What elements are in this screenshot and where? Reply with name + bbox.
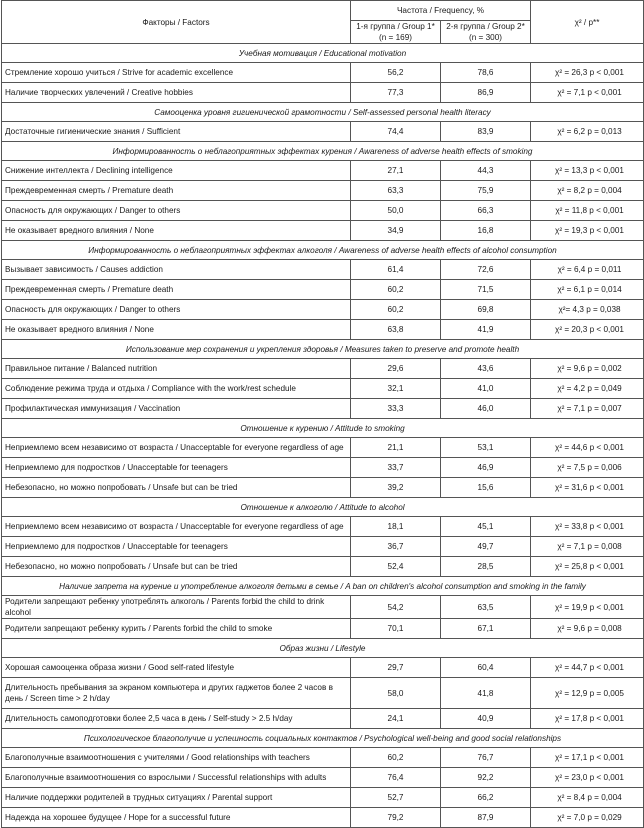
stat-value: χ² = 8,4 p = 0,004 [531, 788, 644, 808]
stat-value: χ² = 25,8 p < 0,001 [531, 557, 644, 577]
group2-value: 45,1 [441, 517, 531, 537]
factor-cell: Снижение интеллекта / Declining intelligence [2, 161, 351, 181]
factor-cell: Не оказывает вредного влияния / None [2, 320, 351, 340]
group2-value: 46,9 [441, 458, 531, 478]
group1-value: 21,1 [351, 438, 441, 458]
group2-value: 92,2 [441, 768, 531, 788]
group2-value: 40,9 [441, 709, 531, 729]
section-header [2, 729, 644, 748]
factor-cell: Небезопасно, но можно попробовать / Unsafe but can be tried [2, 478, 351, 498]
section-header [2, 577, 644, 596]
factor-cell: Правильное питание / Balanced nutrition [2, 359, 351, 379]
header-group1 [351, 21, 441, 44]
group1-value: 33,3 [351, 399, 441, 419]
group2-value: 28,5 [441, 557, 531, 577]
table-row [2, 557, 644, 577]
factor-cell: Наличие творческих увлечений / Creative hobbies [2, 83, 351, 103]
stat-value: χ² = 7,0 p = 0,029 [531, 808, 644, 828]
factor-cell: Хорошая самооценка образа жизни / Good self-rated lifestyle [2, 658, 351, 678]
table-row [2, 788, 644, 808]
section-header [2, 340, 644, 359]
section-title: Использование мер сохранения и укрепления здоровья / Measures taken to preserve and promote health [2, 340, 644, 359]
group1-value: 60,2 [351, 748, 441, 768]
header-frequency: Частота / Frequency, % [351, 1, 531, 21]
group2-value: 66,3 [441, 201, 531, 221]
section-title: Информированность о неблагоприятных эффектах алкоголя / Awareness of adverse health effects of alcohol consumption [2, 241, 644, 260]
group1-value: 77,3 [351, 83, 441, 103]
stat-value: χ² = 7,1 p = 0,007 [531, 399, 644, 419]
table-row [2, 678, 644, 709]
table-row [2, 768, 644, 788]
group2-value: 49,7 [441, 537, 531, 557]
group2-value: 72,6 [441, 260, 531, 280]
group2-value: 16,8 [441, 221, 531, 241]
factor-cell: Родители запрещают ребенку употреблять алкоголь / Parents forbid the child to drink alcohol [2, 596, 351, 619]
section-header [2, 44, 644, 63]
group1-value: 52,4 [351, 557, 441, 577]
group1-value: 24,1 [351, 709, 441, 729]
factor-cell: Не оказывает вредного влияния / None [2, 221, 351, 241]
factor-cell: Стремление хорошо учиться / Strive for academic excellence [2, 63, 351, 83]
group2-value: 60,4 [441, 658, 531, 678]
stat-value: χ² = 26,3 p < 0,001 [531, 63, 644, 83]
factor-cell: Благополучные взаимоотношения с учителями / Good relationships with teachers [2, 748, 351, 768]
stat-value: χ² = 9,6 p = 0,002 [531, 359, 644, 379]
table-row [2, 438, 644, 458]
stat-value: χ² = 17,8 p < 0,001 [531, 709, 644, 729]
section-header [2, 103, 644, 122]
section-title: Психологическое благополучие и успешность социальных контактов / Psychological well-being and good social relationships [2, 729, 644, 748]
stat-value: χ² = 8,2 p = 0,004 [531, 181, 644, 201]
group1-value: 60,2 [351, 280, 441, 300]
table-row [2, 399, 644, 419]
group2-value: 75,9 [441, 181, 531, 201]
group2-value: 87,9 [441, 808, 531, 828]
stat-value: χ² = 17,1 p < 0,001 [531, 748, 644, 768]
section-title: Отношение к курению / Attitude to smoking [2, 419, 644, 438]
header-group1-label: 1-я группа / Group 1* [356, 22, 435, 31]
group2-value: 71,5 [441, 280, 531, 300]
stat-value: χ² = 6,4 p = 0,011 [531, 260, 644, 280]
factor-cell: Соблюдение режима труда и отдыха / Compliance with the work/rest schedule [2, 379, 351, 399]
header-group2-label: 2-я группа / Group 2* [446, 22, 525, 31]
group1-value: 54,2 [351, 596, 441, 619]
group2-value: 53,1 [441, 438, 531, 458]
factor-cell: Профилактическая иммунизация / Vaccination [2, 399, 351, 419]
group1-value: 50,0 [351, 201, 441, 221]
table-row [2, 748, 644, 768]
stat-value: χ² = 20,3 p < 0,001 [531, 320, 644, 340]
section-header [2, 498, 644, 517]
group1-value: 36,7 [351, 537, 441, 557]
table-row [2, 379, 644, 399]
factor-cell: Вызывает зависимость / Causes addiction [2, 260, 351, 280]
factor-cell: Небезопасно, но можно попробовать / Unsafe but can be tried [2, 557, 351, 577]
factor-cell: Надежда на хорошее будущее / Hope for a successful future [2, 808, 351, 828]
table-row [2, 537, 644, 557]
table-row [2, 83, 644, 103]
stat-value: χ² = 19,3 p < 0,001 [531, 221, 644, 241]
stat-value: χ² = 44,6 p < 0,001 [531, 438, 644, 458]
table-row [2, 709, 644, 729]
group1-value: 58,0 [351, 678, 441, 709]
table-row [2, 161, 644, 181]
factor-cell: Благополучные взаимоотношения со взрослыми / Successful relationships with adults [2, 768, 351, 788]
stat-value: χ² = 7,1 p = 0,008 [531, 537, 644, 557]
group2-value: 41,9 [441, 320, 531, 340]
stat-value: χ² = 23,0 p < 0,001 [531, 768, 644, 788]
table-row [2, 201, 644, 221]
factor-cell: Неприемлемо всем независимо от возраста / Unacceptable for everyone regardless of age [2, 517, 351, 537]
stat-value: χ² = 13,3 p < 0,001 [531, 161, 644, 181]
table-row [2, 596, 644, 619]
group1-value: 79,2 [351, 808, 441, 828]
header-group2-n: (n = 300) [469, 33, 502, 42]
group1-value: 63,8 [351, 320, 441, 340]
group2-value: 86,9 [441, 83, 531, 103]
group2-value: 67,1 [441, 619, 531, 639]
header-stat: χ² / p** [531, 1, 644, 44]
factor-cell: Родители запрещают ребенку курить / Parents forbid the child to smoke [2, 619, 351, 639]
stat-value: χ² = 4,2 p = 0,049 [531, 379, 644, 399]
group1-value: 18,1 [351, 517, 441, 537]
group1-value: 29,6 [351, 359, 441, 379]
factor-cell: Длительность самоподготовки более 2,5 часа в день / Self-study > 2.5 h/day [2, 709, 351, 729]
section-title: Наличие запрета на курение и употребление алкоголя детьми в семье / A ban on children's alcohol consumption and smoking in the family [2, 577, 644, 596]
group1-value: 39,2 [351, 478, 441, 498]
table-row [2, 63, 644, 83]
group1-value: 52,7 [351, 788, 441, 808]
group1-value: 29,7 [351, 658, 441, 678]
table-row [2, 619, 644, 639]
factor-cell: Неприемлемо для подростков / Unacceptable for teenagers [2, 458, 351, 478]
group1-value: 32,1 [351, 379, 441, 399]
stat-value: χ² = 9,6 p = 0,008 [531, 619, 644, 639]
header-group2 [441, 21, 531, 44]
section-header [2, 639, 644, 658]
group1-value: 27,1 [351, 161, 441, 181]
group1-value: 56,2 [351, 63, 441, 83]
factor-cell: Опасность для окружающих / Danger to others [2, 201, 351, 221]
factor-cell: Наличие поддержки родителей в трудных ситуациях / Parental support [2, 788, 351, 808]
group2-value: 69,8 [441, 300, 531, 320]
group2-value: 83,9 [441, 122, 531, 142]
factor-cell: Неприемлемо для подростков / Unacceptable for teenagers [2, 537, 351, 557]
section-title: Информированность о неблагоприятных эффектах курения / Awareness of adverse health effects of smoking [2, 142, 644, 161]
group2-value: 63,5 [441, 596, 531, 619]
group1-value: 33,7 [351, 458, 441, 478]
factor-cell: Опасность для окружающих / Danger to others [2, 300, 351, 320]
group1-value: 70,1 [351, 619, 441, 639]
stat-value: χ² = 6,1 p = 0,014 [531, 280, 644, 300]
table-row [2, 300, 644, 320]
factor-cell: Неприемлемо всем независимо от возраста / Unacceptable for everyone regardless of age [2, 438, 351, 458]
section-header [2, 142, 644, 161]
header-factors: Факторы / Factors [2, 1, 351, 44]
stat-value: χ² = 31,6 p < 0,001 [531, 478, 644, 498]
factor-cell: Длительность пребывания за экраном компьютера и других гаджетов более 2 часов в день / Screen time > 2 h/day [2, 678, 351, 709]
group2-value: 66,2 [441, 788, 531, 808]
header-group1-n: (n = 169) [379, 33, 412, 42]
factor-cell: Достаточные гигиенические знания / Sufficient [2, 122, 351, 142]
table-row [2, 658, 644, 678]
stat-value: χ² = 33,8 p < 0,001 [531, 517, 644, 537]
group2-value: 76,7 [441, 748, 531, 768]
table-row [2, 478, 644, 498]
group1-value: 60,2 [351, 300, 441, 320]
stat-value: χ² = 44,7 p < 0,001 [531, 658, 644, 678]
factor-cell: Преждевременная смерть / Premature death [2, 181, 351, 201]
table-row [2, 517, 644, 537]
section-title: Образ жизни / Lifestyle [2, 639, 644, 658]
group2-value: 46,0 [441, 399, 531, 419]
group2-value: 44,3 [441, 161, 531, 181]
table-row [2, 280, 644, 300]
group2-value: 43,6 [441, 359, 531, 379]
section-header [2, 241, 644, 260]
stat-value: χ² = 7,1 p < 0,001 [531, 83, 644, 103]
group2-value: 41,0 [441, 379, 531, 399]
table-header [2, 1, 644, 44]
stat-value: χ² = 7,5 p = 0,006 [531, 458, 644, 478]
group2-value: 41,8 [441, 678, 531, 709]
frequency-table [1, 0, 644, 828]
section-title: Самооценка уровня гигиенической грамотности / Self-assessed personal health literacy [2, 103, 644, 122]
table-row [2, 122, 644, 142]
table-row [2, 458, 644, 478]
stat-value: χ² = 19,9 p < 0,001 [531, 596, 644, 619]
table-row [2, 221, 644, 241]
stat-value: χ² = 12,9 p = 0,005 [531, 678, 644, 709]
table-row [2, 181, 644, 201]
group2-value: 15,6 [441, 478, 531, 498]
factor-cell: Преждевременная смерть / Premature death [2, 280, 351, 300]
section-title: Отношение к алкоголю / Attitude to alcohol [2, 498, 644, 517]
table-body [2, 44, 644, 828]
stat-value: χ²= 4,3 p = 0,038 [531, 300, 644, 320]
group1-value: 61,4 [351, 260, 441, 280]
table-row [2, 260, 644, 280]
group1-value: 34,9 [351, 221, 441, 241]
stat-value: χ² = 11,8 p < 0,001 [531, 201, 644, 221]
table-row [2, 320, 644, 340]
table-row [2, 808, 644, 828]
section-title: Учебная мотивация / Educational motivation [2, 44, 644, 63]
group1-value: 63,3 [351, 181, 441, 201]
group1-value: 76,4 [351, 768, 441, 788]
group2-value: 78,6 [441, 63, 531, 83]
section-header [2, 419, 644, 438]
group1-value: 74,4 [351, 122, 441, 142]
table-row [2, 359, 644, 379]
stat-value: χ² = 6,2 p = 0,013 [531, 122, 644, 142]
